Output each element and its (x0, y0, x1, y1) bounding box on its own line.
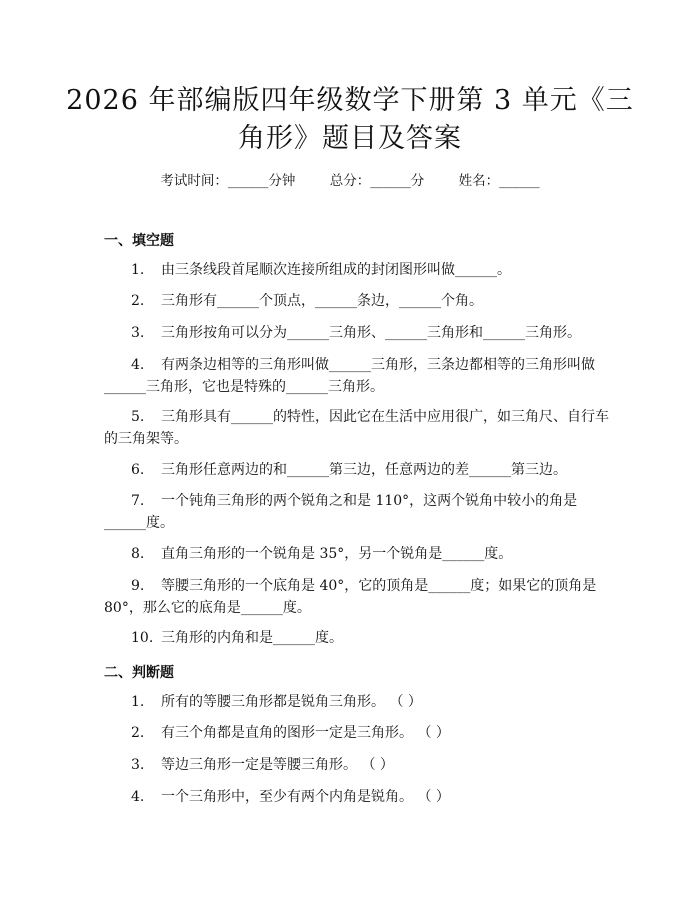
fill-question-3 (104, 322, 599, 344)
question-text: 一个三角形中，至少有两个内角是锐角。 （ ） (161, 789, 450, 805)
fill-question-9 (104, 575, 599, 619)
judge-question-1 (104, 691, 599, 713)
question-number: 6. (131, 462, 145, 478)
fill-question-7 (104, 490, 599, 534)
question-text: 三角形按角可以分为______三角形、______三角形和______三角形。 (161, 325, 581, 341)
exam-info: 考试时间：______分钟 总分：______分 姓名：______ (160, 173, 540, 189)
judge-question-4 (104, 786, 599, 808)
question-text: 等边三角形一定是等腰三角形。 （ ） (161, 757, 394, 773)
question-number: 4. (131, 789, 145, 805)
question-text: 三角形有______个顶点，______条边，______个角。 (161, 293, 483, 309)
question-number: 3. (131, 757, 145, 773)
question-text-continued: ______度。 (104, 515, 174, 531)
fill-question-10 (104, 627, 599, 649)
question-number: 2. (131, 293, 145, 309)
question-text-continued: 80°，那么它的底角是______度。 (104, 600, 311, 616)
question-text: 直角三角形的一个锐角是 35°，另一个锐角是______度。 (161, 546, 513, 562)
question-number: 7. (131, 493, 145, 509)
judge-question-3 (104, 754, 599, 776)
fill-question-2 (104, 290, 599, 312)
page-title (60, 82, 640, 158)
question-number: 4. (131, 357, 145, 373)
judge-question-2 (104, 722, 599, 744)
question-number: 5. (131, 409, 145, 425)
fill-question-1 (104, 259, 599, 281)
question-text: 一个钝角三角形的两个锐角之和是 110°，这两个锐角中较小的角是 (161, 493, 578, 509)
question-number: 1. (131, 262, 145, 278)
question-number: 3. (131, 325, 145, 341)
fill-question-8 (104, 543, 599, 565)
section-heading-fill: 一、填空题 (104, 233, 174, 249)
question-text: 所有的等腰三角形都是锐角三角形。 （ ） (161, 694, 422, 710)
question-text: 三角形任意两边的和______第三边，任意两边的差______第三边。 (161, 462, 567, 478)
question-number: 8. (131, 546, 145, 562)
question-text: 由三条线段首尾顺次连接所组成的封闭图形叫做______。 (161, 262, 511, 278)
title-line-1: 2026 年部编版四年级数学下册第 3 单元《三 (66, 85, 634, 116)
title-line-2: 角形》题目及答案 (238, 123, 462, 154)
fill-question-5 (104, 406, 609, 450)
question-text: 三角形的内角和是______度。 (161, 630, 343, 646)
question-text-continued: 的三角架等。 (104, 431, 188, 447)
question-number: 10. (131, 630, 154, 646)
question-text: 三角形具有______的特性，因此它在生活中应用很广，如三角尺、自行车 (161, 409, 609, 425)
question-number: 9. (131, 578, 145, 594)
question-text: 有两条边相等的三角形叫做______三角形，三条边都相等的三角形叫做 (161, 357, 595, 373)
question-text: 等腰三角形的一个底角是 40°，它的顶角是______度；如果它的顶角是 (161, 578, 597, 594)
question-number: 1. (131, 694, 145, 710)
fill-question-4 (104, 354, 599, 398)
question-number: 2. (131, 725, 145, 741)
question-text-continued: ______三角形，它也是特殊的______三角形。 (104, 379, 384, 395)
fill-question-6 (104, 459, 599, 481)
question-text: 有三个角都是直角的图形一定是三角形。 （ ） (161, 725, 450, 741)
section-heading-judge: 二、判断题 (104, 665, 174, 681)
